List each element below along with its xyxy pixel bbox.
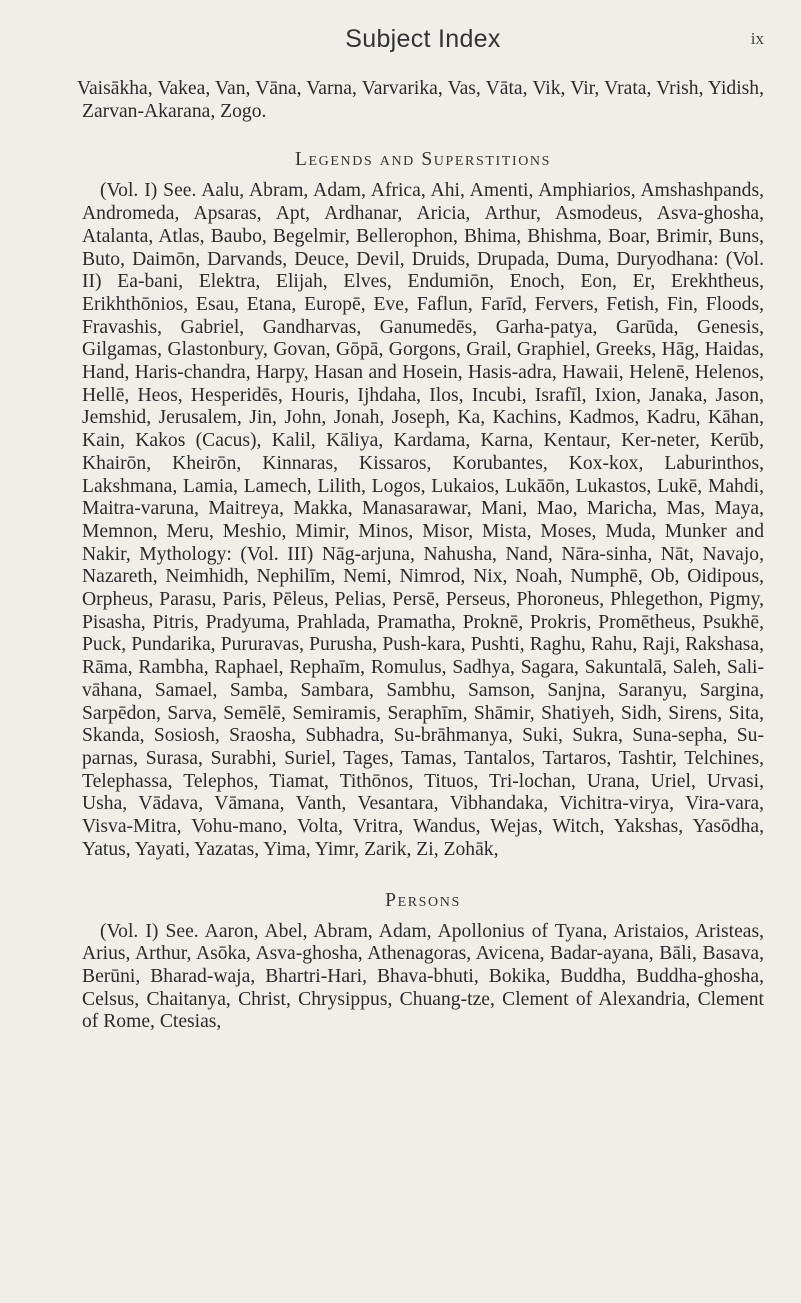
page-number: ix <box>750 29 764 48</box>
section-heading-legends: Legends and Superstitions <box>294 149 552 171</box>
continued-entries: Vaisākha, Vakea, Van, Vāna, Varna, Varvarika, Vas, Vāta, Vik, Vir, Vrata, Vrish, Yidish, Zarvan-Akarana, Zogo. <box>77 78 764 122</box>
legends-entries: (Vol. I) See. Aalu, Abram, Adam, Africa, Ahi, Amenti, Amphiarios, Amshashpands, Andromeda, Apsaras, Apt, Ardhanar, Aricia, Arthur, Asmodeus, Asva-ghosha, Atalanta, Atlas, Baubo, Begelmir, Bellerophon, Bhima, Bhishma, Boar, Brimir, Buns, Buto, Daimōn, Darvands, Deuce, Devil, Druids, Drupada, Duma, Duryodhana: (Vol. II) Ea-bani, Elektra, Elijah, Elves, Endumiōn, Enoch, Eon, Er, Erekhtheus, Erikhthōnios, Esau, Etana, Europē, Eve, Faflun, Farīd, Fervers, Fetish, Fin, Floods, Fravashis, Gabriel, Gandharvas, Ganumedēs, Garha-patya, Garūda, Genesis, Gilgamas, Glastonbury, Govan, Gōpā, Gorgons, Grail, Graphiel, Greeks, Hāg, Haidas, Hand, Haris-chandra, Harpy, Hasan and Hosein, Hasis-adra, Hawaii, Helenē, Helenos, Hellē, Heos, Hesperidēs, Houris, Ijhdaha, Ilos, Incubi, Israfīl, Ixion, Janaka, Jason, Jemshid, Jerusalem, Jin, John, Jonah, Joseph, Ka, Kachins, Kadmos, Kadru, Kāhan, Kain, Kakos (Cacus), Kalil, Kāliya, Kardama, Karna, Kentaur, Ker-neter, Kerūb, Khairōn, Kheirōn, Kinnaras, Kissaros, Korubantes, Kox-kox, Laburinthos, Lakshmana, Lamia, Lamech, Lilith, Logos, Lukaios, Lukāōn, Lukastos, Lukē, Mahdi, Maitra-varuna, Maitreya, Makka, Manasarawar, Mani, Mao, Maricha, Mas, Maya, Memnon, Meru, Meshio, Mimir, Minos, Misor, Mista, Moses, Muda, Munker and Nakir, Mythology: (Vol. III) Nāg-arjuna, Nahusha, Nand, Nāra-sinha, Nāt, Navajo, Nazareth, Neimhidh, Nephilīm, Nemi, Nimrod, Nix, Noah, Numphē, Ob, Oidipous, Orpheus, Parasu, Paris, Pēleus, Pelias, Persē, Perseus, Phoroneus, Phlegethon, Pigmy, Pisasha, Pitris, Pradyuma, Prahlada, Pramatha, Proknē, Prokris, Promētheus, Psukhē, Puck, Pundarika, Pururavas, Purusha, Push-kara, Pushti, Raghu, Rahu, Raji, Rakshasa, Rāma, Rambha, Raphael, Rephaīm, Romulus, Sadhya, Sagara, Sakuntalā, Saleh, Sali-vāhana, Samael, Samba, Sambara, Sambhu, Samson, Sanjna, Saranyu, Sargina, Sarpēdon, Sarva, Semēlē, Semiramis, Seraphīm, Shāmir, Shatiyeh, Sidh, Sirens, Sita, Skanda, Sosiosh, Sraosha, Subhadra, Su-brāhmanya, Suki, Sukra, Suna-sepha, Su-parnas, Surasa, Surabhi, Suriel, Tages, Tamas, Tantalos, Tartaros, Tashtir, Telchines, Telephassa, Telephos, Tiamat, Tithōnos, Tituos, Tri-lochan, Urana, Uriel, Urvasi, Usha, Vādava, Vāmana, Vanth, Vesantara, Vibhandaka, Vichitra-virya, Vira-vara, Visva-Mitra, Vohu-mano, Volta, Vritra, Wandus, Wejas, Witch, Yakshas, Yasōdha, Yatus, Yayati, Yazatas, Yima, Yimr, Zarik, Zi, Zohāk, <box>82 180 764 860</box>
section-heading-persons: Persons <box>385 889 461 911</box>
persons-entries: (Vol. I) See. Aaron, Abel, Abram, Adam, Apollonius of Tyana, Aristaios, Aristeas, Arius, Arthur, Asōka, Asva-ghosha, Athenagoras, Avicena, Badar-ayana, Bāli, Basava, Berūni, Bharad-waja, Bhartri-Hari, Bhava-bhuti, Bokika, Buddha, Buddha-ghosha, Celsus, Chaitanya, Christ, Chrysippus, Chuang-tze, Clement of Alexandria, Clement of Rome, Ctesias, <box>82 920 764 1033</box>
page-title: Subject Index <box>345 25 501 53</box>
running-header <box>82 0 764 60</box>
